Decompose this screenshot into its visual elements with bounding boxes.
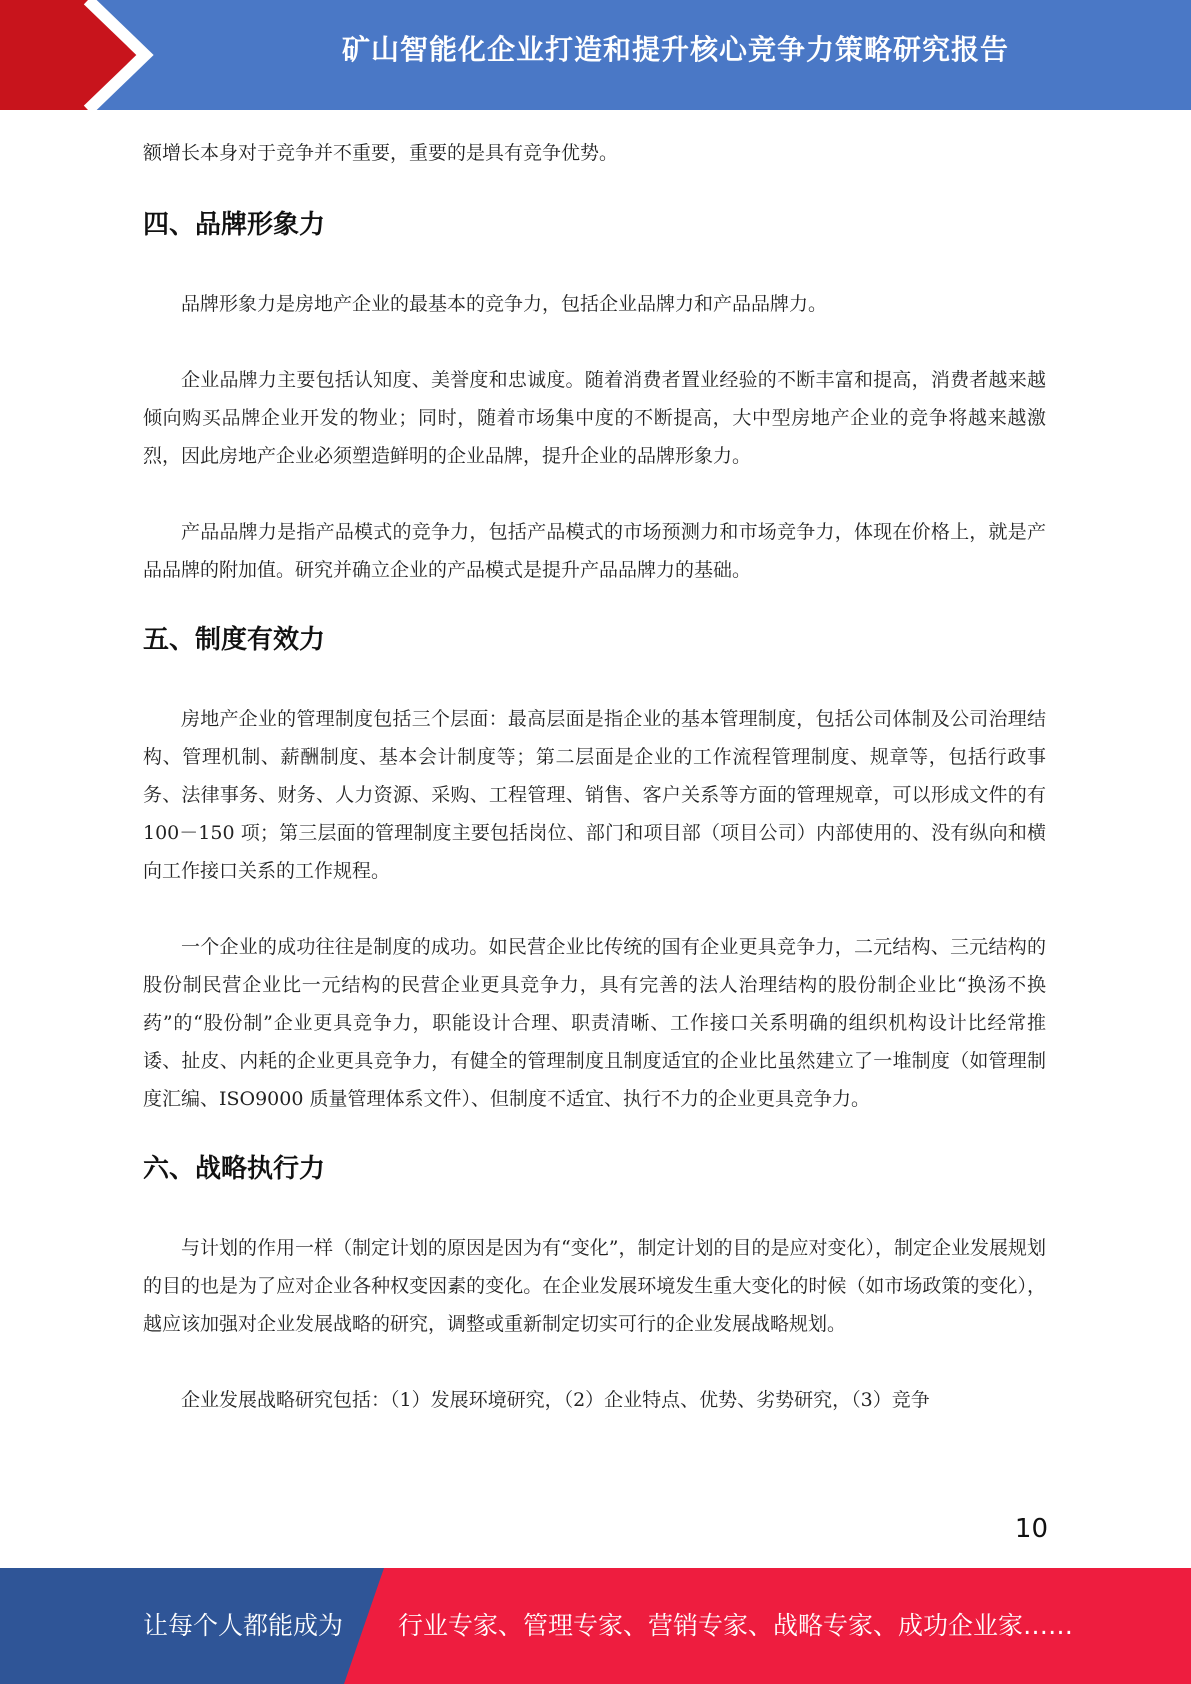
paragraph-system-1: 房地产企业的管理制度包括三个层面：最高层面是指企业的基本管理制度，包括公司体制及公司治理结构、管理机制、薪酬制度、基本会计制度等；第二层面是企业的工作流程管理制度、规章等，包括行政事务、法律事务、财务、人力资源、采购、工程管理、销售、客户关系等方面的管理规章，可以形成文件的有 100－150 项；第三层面的管理制度主要包括岗位、部门和项目部（项目公司）内部使用的、没有纵向和横向工作接口关系的工作规程。 <box>143 708 1046 882</box>
page-header <box>0 0 1191 110</box>
paragraph-system-2: 一个企业的成功往往是制度的成功。如民营企业比传统的国有企业更具竞争力，二元结构、三元结构的股份制民营企业比一元结构的民营企业更具竞争力，具有完善的法人治理结构的股份制企业比“换汤不换药”的“股份制”企业更具竞争力，职能设计合理、职责清晰、工作接口关系明确的组织机构设计比经常推诿、扯皮、内耗的企业更具竞争力，有健全的管理制度且制度适宜的企业比虽然建立了一堆制度（如管理制度汇编、ISO9000 质量管理体系文件）、但制度不适宜、执行不力的企业更具竞争力。 <box>143 936 1046 1110</box>
section-heading-brand: 四、品牌形象力 <box>143 210 326 240</box>
section-heading-system: 五、制度有效力 <box>143 625 326 655</box>
paragraph-brand-3: 产品品牌力是指产品模式的竞争力，包括产品模式的市场预测力和市场竞争力，体现在价格上，就是产品品牌的附加值。研究并确立企业的产品模式是提升产品品牌力的基础。 <box>143 521 1046 581</box>
footer-slogan-right: 行业专家、管理专家、营销专家、战略专家、成功企业家…… <box>398 1611 1074 1640</box>
footer-slogan-left: 让每个人都能成为 <box>143 1611 344 1640</box>
header-chevron-decoration <box>0 0 160 110</box>
paragraph-brand-2: 企业品牌力主要包括认知度、美誉度和忠诚度。随着消费者置业经验的不断丰富和提高，消费者越来越倾向购买品牌企业开发的物业；同时，随着市场集中度的不断提高，大中型房地产企业的竞争将越来越激烈，因此房地产企业必须塑造鲜明的企业品牌，提升企业的品牌形象力。 <box>143 369 1046 467</box>
paragraph-strategy-2: 企业发展战略研究包括：（1）发展环境研究，（2）企业特点、优势、劣势研究，（3）竞争 <box>181 1389 930 1411</box>
report-title: 矿山智能化企业打造和提升核心竞争力策略研究报告 <box>341 33 1009 66</box>
page-footer <box>0 1568 1191 1684</box>
paragraph-brand-1: 品牌形象力是房地产企业的最基本的竞争力，包括企业品牌力和产品品牌力。 <box>181 293 828 315</box>
section-heading-strategy: 六、战略执行力 <box>143 1154 326 1184</box>
document-body <box>143 134 1046 1419</box>
page-number: 10 <box>1014 1514 1048 1544</box>
paragraph-strategy-1: 与计划的作用一样（制定计划的原因是因为有“变化”，制定计划的目的是应对变化），制定企业发展规划的目的也是为了应对企业各种权变因素的变化。在企业发展环境发生重大变化的时候（如市场政策的变化），越应该加强对企业发展战略的研究，调整或重新制定切实可行的企业发展战略规划。 <box>143 1237 1046 1335</box>
paragraph-intro: 额增长本身对于竞争并不重要，重要的是具有竞争优势。 <box>143 142 619 164</box>
